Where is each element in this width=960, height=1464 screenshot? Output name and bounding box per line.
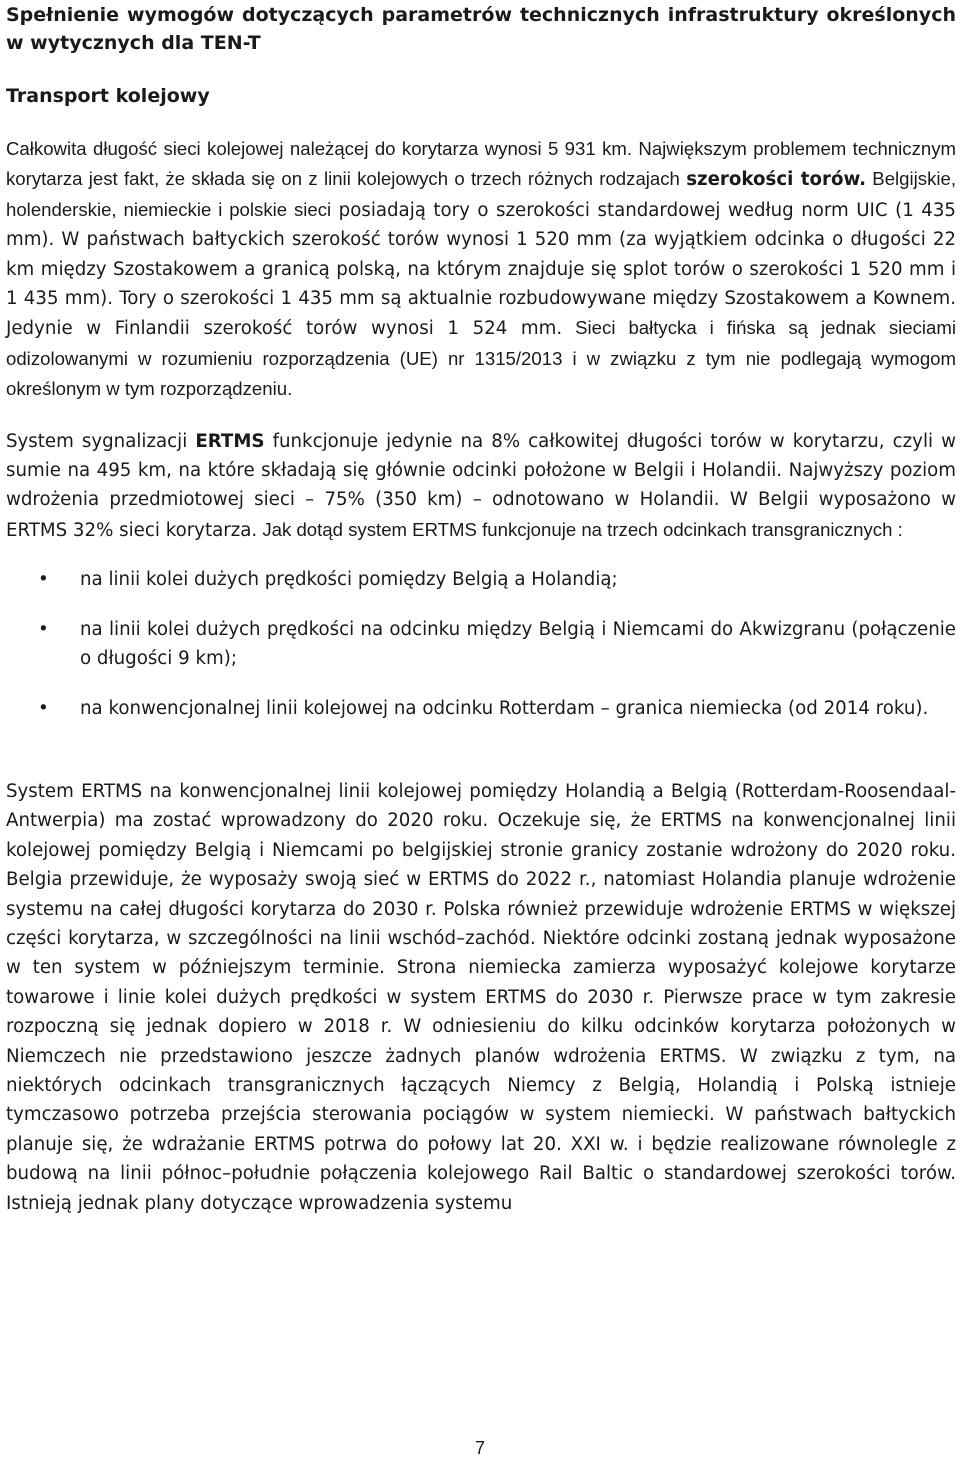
paragraph-text: System sygnalizacji <box>6 430 196 452</box>
paragraph-text: Całkowita długość sieci kolejowej należącej do korytarza wynosi 5 931 km. <box>6 138 633 159</box>
subsection-heading: Transport kolejowy <box>6 85 210 107</box>
bold-term: ERTMS <box>195 430 265 452</box>
bullet-icon: • <box>38 697 49 719</box>
paragraph-text: funkcjonuje jedynie na 8% całkowitej długości torów w korytarzu, czyli w sumie na 495 km, na które składają się głównie odcinki położone w Belgii i Holandii. Najwyższy poziom wdrożenia przedmiotowej sieci – 75% (350 km) – odnotowano w Holandii. W Belgii wyposażono w ERTMS 32% sieci korytarza. <box>6 430 956 541</box>
paragraph-text: Największym problemem technicznym korytarza jest fakt, że składa się on z linii kolejowych o trzech różnych rodzajach <box>6 138 956 190</box>
paragraph-track-gauge <box>6 134 956 405</box>
bold-term: . <box>859 169 867 191</box>
bullet-list <box>6 565 956 723</box>
paragraph-text: posiadają tory o szerokości standardowej według norm UIC (1 435 mm). W państwach bałtyckich szerokość torów wynosi 1 520 mm (za wyjątkiem odcinka o długości 22 km między Szostakowem a granicą polską, na którym znajduje się splot torów o szerokości 1 520 mm i 1 435 mm). Tory o szerokości 1 435 mm są aktualnie rozbudowywane między Szostakowem a Kownem. Jedynie w Finlandii szerokość torów wynosi 1 524 mm. <box>6 199 956 340</box>
list-item <box>6 694 956 723</box>
paragraph-text: Belgijskie, holenderskie, niemieckie i polskie sieci <box>6 168 957 220</box>
document-page <box>6 0 956 1218</box>
list-item <box>6 565 956 594</box>
paragraph-text: Jak dotąd system ERTMS funkcjonuje na trzech odcinkach transgranicznych : <box>257 518 903 540</box>
bullet-icon: • <box>38 618 49 640</box>
bullet-icon: • <box>38 569 49 591</box>
section-heading: Spełnienie wymogów dotyczących parametrów technicznych infrastruktury określonych w wytycznych dla TEN-T <box>6 4 956 54</box>
paragraph-ertms-plans: System ERTMS na konwencjonalnej linii kolejowej pomiędzy Holandią a Belgią (Rotterdam-Roosendaal-Antwerpia) ma zostać wprowadzony do 2020 roku. Oczekuje się, że ERTMS na konwencjonalnej linii kolejowej pomiędzy Belgią i Niemcami po belgijskiej stronie granicy zostanie wdrożony do 2020 roku. Belgia przewiduje, że wyposaży swoją sieć w ERTMS do 2022 r., natomiast Holandia planuje wdrożenie systemu na całej długości korytarza do 2030 r. Polska również przewiduje wdrożenie ERTMS w większej części korytarza, w szczególności na linii wschód–zachód. Niektóre odcinki zostaną jednak wyposażone w ten system w późniejszym terminie. Strona niemiecka zamierza wyposażyć kolejowe korytarze towarowe i linie kolei dużych prędkości w system ERTMS do 2030 r. Pierwsze prace w tym zakresie rozpoczną się jednak dopiero w 2018 r. W odniesieniu do kilku odcinków korytarza położonych w Niemczech nie przedstawiono jeszcze żadnych planów wdrożenia ERTMS. W związku z tym, na niektórych odcinkach transgranicznych łączących Niemcy z Belgią, Holandią i Polską istnieje tymczasowo potrzeba przejścia sterowania pociągów w system niemiecki. W państwach bałtyckich planuje się, że wdrażanie ERTMS potrwa do połowy lat 20. XXI w. i będzie realizowane równolegle z budową na linii północ–południe połączenia kolejowego Rail Baltic o standardowej szerokości torów. Istnieją jednak plany dotyczące wprowadzenia systemu <box>6 780 956 1214</box>
page-number: 7 <box>474 1438 485 1458</box>
list-item-text: na linii kolei dużych prędkości pomiędzy Belgią a Holandią; <box>80 569 618 591</box>
paragraph-text: Sieci bałtycka i fińska są jednak sieciami odizolowanymi w rozumieniu rozporządzenia (UE) nr 1315/2013 i w związku z tym nie podlegają wymogom określonym w tym rozporządzeniu. <box>6 317 956 400</box>
paragraph-ertms <box>6 427 956 546</box>
bold-term: szerokości torów <box>686 169 860 191</box>
list-item-text: na linii kolei dużych prędkości na odcinku między Belgią i Niemcami do Akwizgranu (połączenie o długości 9 km); <box>80 618 956 670</box>
list-item <box>6 615 956 674</box>
list-item-text: na konwencjonalnej linii kolejowej na odcinku Rotterdam – granica niemiecka (od 2014 roku). <box>80 697 929 719</box>
